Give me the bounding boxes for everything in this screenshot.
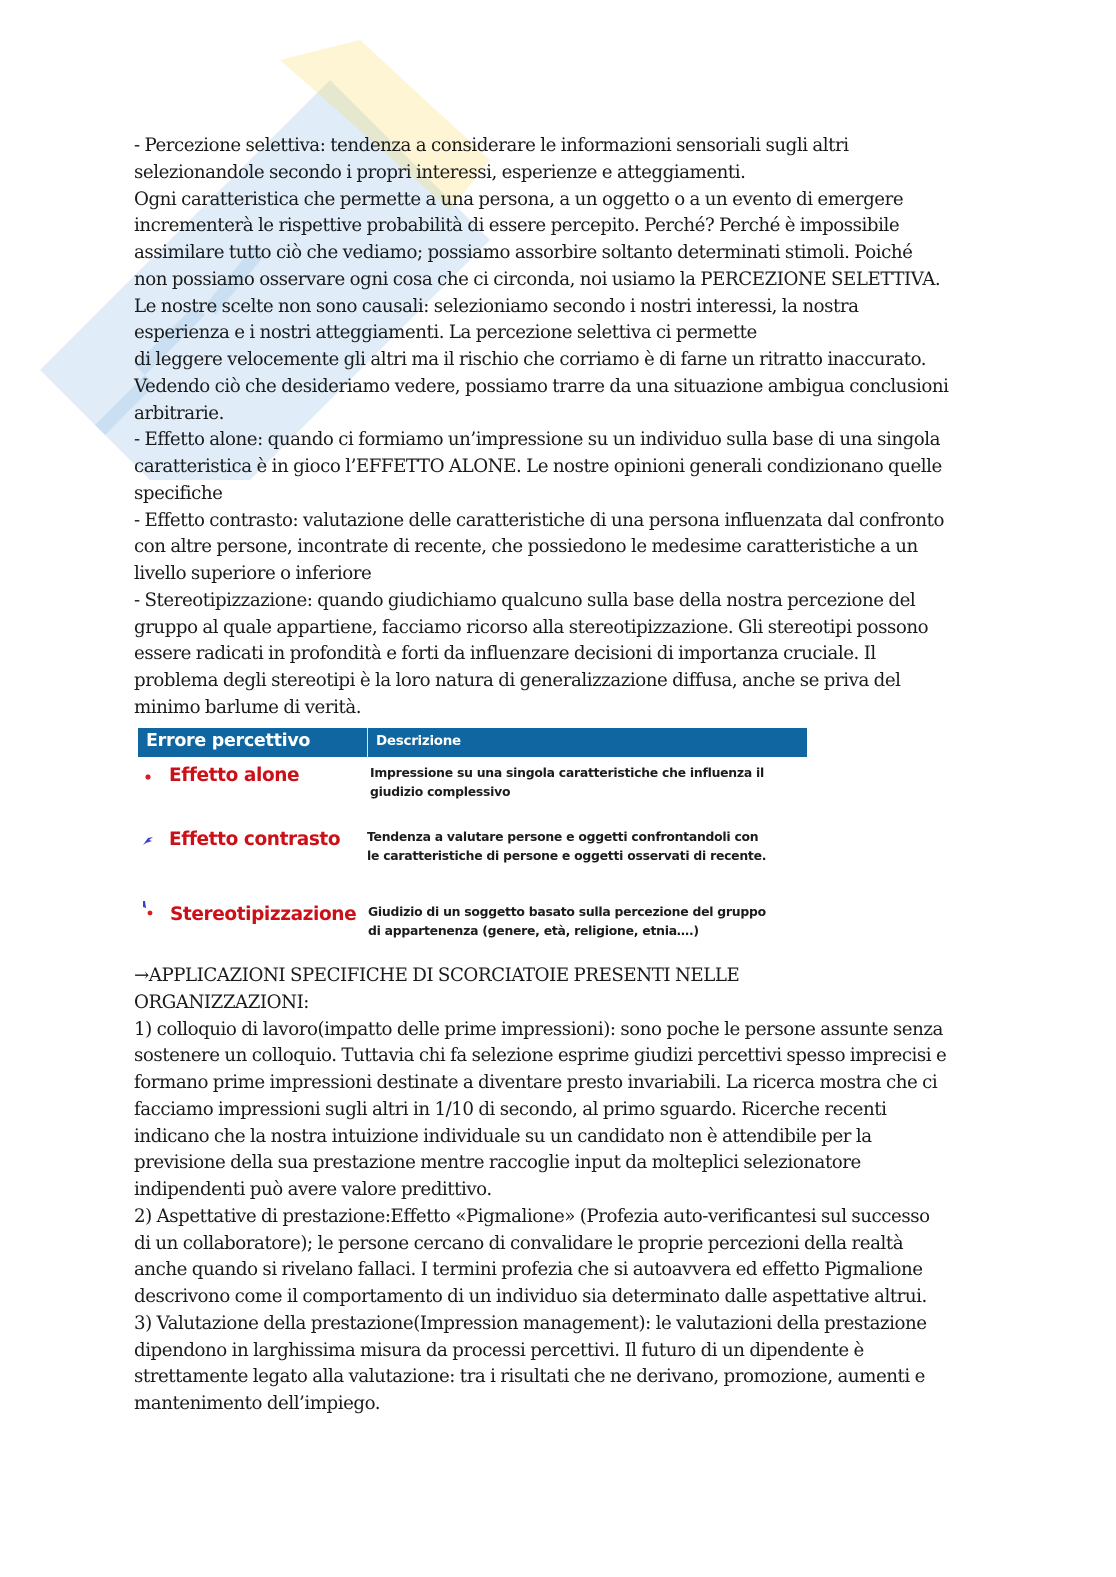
table-header xyxy=(138,728,807,757)
text-line: specifiche xyxy=(134,482,223,504)
body-text-top xyxy=(134,133,979,722)
text-line: arbitrarie. xyxy=(134,402,224,424)
error-description xyxy=(367,828,807,865)
text-line: esperienza e i nostri atteggiamenti. La percezione selettiva ci permette xyxy=(134,322,757,344)
text-line: - Percezione selettiva: tendenza a considerare le informazioni sensoriali sugli altri xyxy=(134,135,849,156)
text-line: sostenere un colloquio. Tuttavia chi fa selezione esprime giudizi percettivi spesso imprecisi e xyxy=(134,1045,947,1067)
column-divider xyxy=(367,728,368,757)
description-line: Giudizio di un soggetto basato sulla percezione del gruppo xyxy=(368,904,766,919)
section-heading-line: →APPLICAZIONI SPECIFICHE DI SCORCIATOIE PRESENTI NELLE xyxy=(134,965,740,986)
blue-mark-red-dot-bullet-icon xyxy=(141,899,155,921)
body-text-bottom xyxy=(134,963,979,1418)
error-description xyxy=(370,764,810,801)
column-header-error: Errore percettivo xyxy=(146,731,311,751)
text-line: livello superiore o inferiore xyxy=(134,563,372,584)
text-line: facciamo impressioni sugli altri in 1/10 di secondo, al primo sguardo. Ricerche recenti xyxy=(134,1098,887,1120)
description-line: Tendenza a valutare persone e oggetti confrontandoli con xyxy=(367,829,759,844)
text-line: - Stereotipizzazione: quando giudichiamo qualcuno sulla base della nostra percezione del xyxy=(134,589,916,611)
text-line: strettamente legato alla valutazione: tra i risultati che ne derivano, promozione, aumenti e xyxy=(134,1366,925,1388)
text-line: 1) colloquio di lavoro(impatto delle prime impressioni): sono poche le persone assunte senza xyxy=(134,1018,943,1040)
text-line: dipendono in larghissima misura da processi percettivi. Il futuro di un dipendente è xyxy=(134,1339,864,1361)
red-dot-bullet-icon xyxy=(141,770,155,784)
description-line: le caratteristiche di persone e oggetti osservati di recente. xyxy=(367,847,767,863)
text-line: indicano che la nostra intuizione individuale su un candidato non è attendibile per la xyxy=(134,1125,872,1147)
text-line: problema degli stereotipi è la loro natura di generalizzazione diffusa, anche se priva del xyxy=(134,670,901,691)
section-heading-line: ORGANIZZAZIONI: xyxy=(134,991,309,1013)
description-line: di appartenenza (genere, età, religione, etnia….) xyxy=(368,922,699,938)
error-term: Effetto alone xyxy=(169,765,300,786)
text-line: Le nostre scelte non sono causali: selezioniamo secondo i nostri interessi, la nostra xyxy=(134,295,859,317)
text-line: 2) Aspettative di prestazione:Effetto «Pigmalione» (Profezia auto-verificantesi sul successo xyxy=(134,1205,930,1227)
text-line: indipendenti può avere valore predittivo. xyxy=(134,1179,492,1200)
text-line: anche quando si rivelano fallaci. I termini profezia che si autoavvera ed effetto Pigmalione xyxy=(134,1259,923,1281)
text-line: previsione della sua prestazione mentre raccoglie input da molteplici selezionatore xyxy=(134,1152,861,1174)
text-line: Ogni caratteristica che permette a una persona, a un oggetto o a un evento di emergere xyxy=(134,188,904,210)
text-line: minimo barlume di verità. xyxy=(134,696,362,718)
error-term: Stereotipizzazione xyxy=(170,904,357,925)
text-line: - Effetto alone: quando ci formiamo un’impressione su un individuo sulla base di una singola xyxy=(134,429,941,451)
text-line: - Effetto contrasto: valutazione delle caratteristiche di una persona influenzata dal confronto xyxy=(134,509,944,531)
error-term: Effetto contrasto xyxy=(169,829,341,850)
text-line: assimilare tutto ciò che vediamo; possiamo assorbire soltanto determinati stimoli. Poiché xyxy=(134,242,913,263)
text-line: di un collaboratore); le persone cercano di convalidare le proprie percezioni della realtà xyxy=(134,1232,904,1254)
text-line: con altre persone, incontrate di recente, che possiedono le medesime caratteristiche a un xyxy=(134,536,918,558)
text-line: selezionandole secondo i propri interessi, esperienze e atteggiamenti. xyxy=(134,161,746,183)
text-line: caratteristica è in gioco l’EFFETTO ALONE. Le nostre opinioni generali condizionano quelle xyxy=(134,456,942,477)
text-line: non possiamo osservare ogni cosa che ci circonda, noi usiamo la PERCEZIONE SELETTIVA. xyxy=(134,268,941,290)
text-line: formano prime impressioni destinate a diventare presto invariabili. La ricerca mostra che ci xyxy=(134,1072,938,1093)
text-line: Vedendo ciò che desideriamo vedere, possiamo trarre da una situazione ambigua conclusioni xyxy=(134,375,949,397)
text-line: 3) Valutazione della prestazione(Impression management): le valutazioni della prestazione xyxy=(134,1312,927,1334)
text-line: essere radicati in profondità e forti da influenzare decisioni di importanza cruciale. Il xyxy=(134,643,876,665)
blue-swoosh-bullet-icon xyxy=(141,834,155,848)
text-line: mantenimento dell’impiego. xyxy=(134,1393,381,1414)
text-line: incrementerà le rispettive probabilità di essere percepito. Perché? Perché è impossibile xyxy=(134,215,900,237)
description-line: giudizio complessivo xyxy=(370,783,511,799)
perceptual-errors-table xyxy=(138,728,807,946)
text-line: di leggere velocemente gli altri ma il rischio che corriamo è di farne un ritratto inaccurato. xyxy=(134,349,927,370)
text-line: gruppo al quale appartiene, facciamo ricorso alla stereotipizzazione. Gli stereotipi possono xyxy=(134,616,929,638)
column-header-description: Descrizione xyxy=(376,733,461,749)
description-line: Impressione su una singola caratteristiche che influenza il xyxy=(370,765,765,780)
error-description xyxy=(368,903,808,940)
text-line: descrivono come il comportamento di un individuo sia determinato dalle aspettative altrui. xyxy=(134,1286,927,1307)
